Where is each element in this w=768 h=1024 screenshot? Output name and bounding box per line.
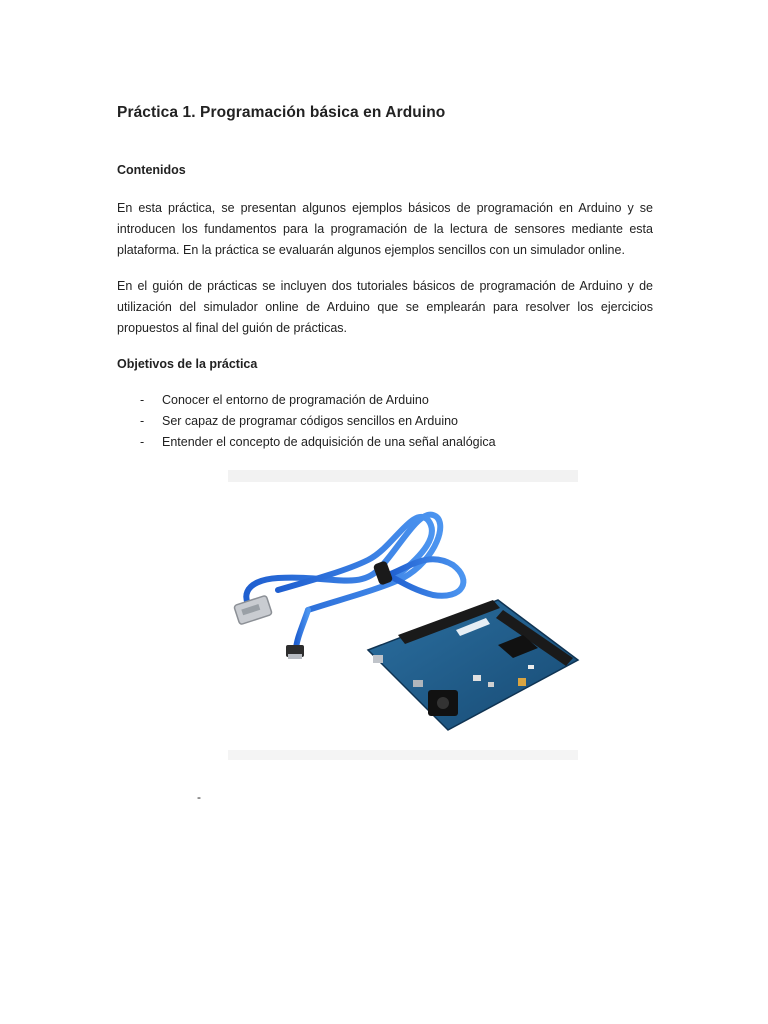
objective-text: Ser capaz de programar códigos sencillos en Arduino	[162, 414, 459, 428]
list-item	[117, 411, 653, 432]
heading-contenidos: Contenidos	[117, 163, 186, 177]
stray-dash: -	[197, 790, 201, 804]
paragraph-tutorials: En el guión de prácticas se incluyen dos tutoriales básicos de programación de Arduino y de utilización del simulador online de Arduino que se emplearán para resolver los ejercicios propuestos al final del guión de prácticas.	[117, 279, 653, 335]
micro-usb-connector	[286, 645, 304, 659]
bullet-marker: -	[140, 414, 145, 428]
paragraph-intro: En esta práctica, se presentan algunos ejemplos básicos de programación en Arduino y se introducen los fundamentos para la programación de la lectura de sensores mediante esta plataforma. En la práctica se evaluarán algunos ejemplos sencillos con un simulador online.	[117, 201, 653, 257]
list-item	[117, 390, 653, 411]
heading-objetivos: Objetivos de la práctica	[117, 357, 258, 371]
arduino-photo	[218, 450, 594, 782]
bullet-marker: -	[140, 393, 145, 407]
page-title: Práctica 1. Programación básica en Arduino	[117, 104, 446, 121]
objective-text: Entender el concepto de adquisición de una señal analógica	[162, 435, 496, 449]
objectives-list	[117, 390, 653, 453]
arduino-board-and-cable-illustration	[218, 450, 594, 782]
bullet-marker: -	[140, 435, 145, 449]
objective-text: Conocer el entorno de programación de Arduino	[162, 393, 429, 407]
